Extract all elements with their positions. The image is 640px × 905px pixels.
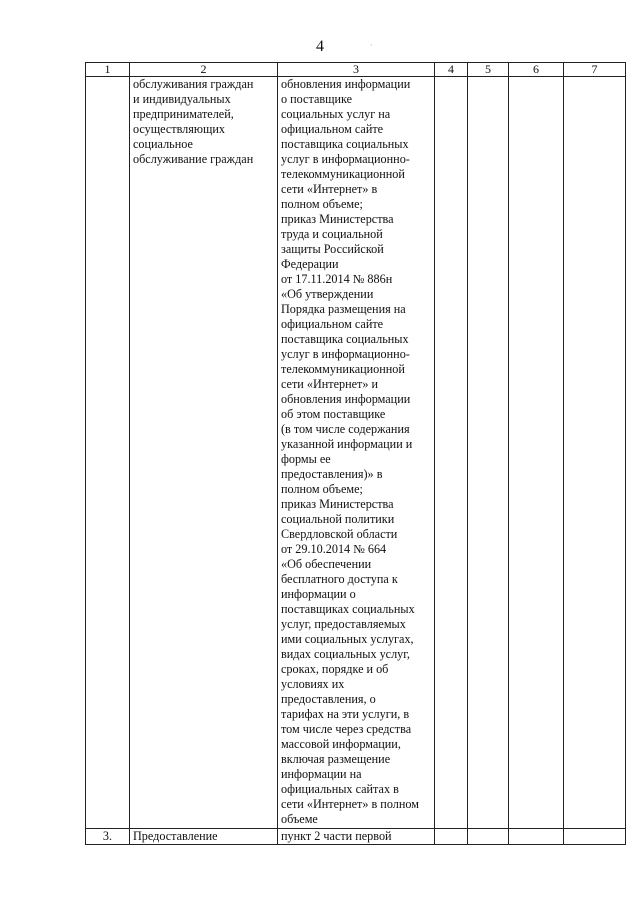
text-line: полном объеме;: [281, 197, 363, 211]
empty-cell-4: [435, 829, 468, 845]
empty-cell-5: [468, 77, 509, 829]
column-header-1: 1: [86, 63, 130, 77]
text-line: (в том числе содержания: [281, 422, 410, 436]
empty-cell-4: [435, 77, 468, 829]
empty-cell-6: [509, 77, 564, 829]
text-line: защиты Российской: [281, 242, 384, 256]
text-line: предоставления, о: [281, 692, 376, 706]
text-line: телекоммуникационной: [281, 167, 405, 181]
text-line: ими социальных услугах,: [281, 632, 414, 646]
text-line: поставщиках социальных: [281, 602, 415, 616]
text-line: массовой информации,: [281, 737, 401, 751]
empty-cell-6: [509, 829, 564, 845]
text-line: осуществляющих: [133, 122, 225, 136]
text-line: телекоммуникационной: [281, 362, 405, 376]
text-line: пункт 2 части первой: [281, 829, 392, 843]
text-line: обновления информации: [281, 77, 411, 91]
text-line: приказ Министерства: [281, 497, 394, 511]
text-line: том числе через средства: [281, 722, 412, 736]
text-line: от 29.10.2014 № 664: [281, 542, 387, 556]
text-line: поставщика социальных: [281, 137, 409, 151]
scan-mark: ·: [370, 41, 373, 50]
text-line: формы ее: [281, 452, 331, 466]
text-line: Свердловской области: [281, 527, 398, 541]
column-header-2: 2: [130, 63, 278, 77]
empty-cell-7: [564, 77, 626, 829]
text-line: и индивидуальных: [133, 92, 231, 106]
text-line: включая размещение: [281, 752, 391, 766]
empty-cell-7: [564, 829, 626, 845]
text-line: об этом поставщике: [281, 407, 386, 421]
document-table: [85, 62, 626, 845]
text-line: услуг, предоставляемых: [281, 617, 406, 631]
text-line: сроках, порядке и об: [281, 662, 389, 676]
legal-basis-cell: [278, 829, 435, 845]
text-line: труда и социальной: [281, 227, 383, 241]
column-header-4: 4: [435, 63, 468, 77]
column-header-6: 6: [509, 63, 564, 77]
text-line: официальном сайте: [281, 122, 384, 136]
text-line: услуг в информационно-: [281, 347, 410, 361]
text-line: официальных сайтах в: [281, 782, 399, 796]
column-header-7: 7: [564, 63, 626, 77]
table-row: [86, 77, 626, 829]
service-name-cell: [130, 77, 278, 829]
text-line: информации о: [281, 587, 356, 601]
text-line: поставщика социальных: [281, 332, 409, 346]
text-line: видах социальных услуг,: [281, 647, 410, 661]
table-row: [86, 829, 626, 845]
text-line: полном объеме;: [281, 482, 363, 496]
column-header-5: 5: [468, 63, 509, 77]
text-line: приказ Министерства: [281, 212, 394, 226]
column-header-3: 3: [278, 63, 435, 77]
row-number: 3.: [86, 829, 130, 845]
text-line: информации на: [281, 767, 362, 781]
text-line: обновления информации: [281, 392, 411, 406]
text-line: от 17.11.2014 № 886н: [281, 272, 393, 286]
text-line: «Об утверждении: [281, 287, 374, 301]
text-line: социальной политики: [281, 512, 395, 526]
text-line: условиях их: [281, 677, 345, 691]
text-line: Предоставление: [133, 829, 218, 843]
page-number: 4: [316, 38, 324, 55]
text-line: бесплатного доступа к: [281, 572, 398, 586]
text-line: сети «Интернет» и: [281, 377, 379, 391]
text-line: официальном сайте: [281, 317, 384, 331]
text-line: о поставщике: [281, 92, 353, 106]
text-line: объеме: [281, 812, 318, 826]
text-line: сети «Интернет» в: [281, 182, 378, 196]
row-number: [86, 77, 130, 829]
text-line: обслуживание граждан: [133, 152, 254, 166]
service-name-cell: [130, 829, 278, 845]
text-line: указанной информации и: [281, 437, 413, 451]
text-line: социальных услуг на: [281, 107, 391, 121]
text-line: Федерации: [281, 257, 339, 271]
text-line: социальное: [133, 137, 193, 151]
text-line: услуг в информационно-: [281, 152, 410, 166]
text-line: тарифах на эти услуги, в: [281, 707, 410, 721]
legal-basis-cell: [278, 77, 435, 829]
text-line: обслуживания граждан: [133, 77, 254, 91]
text-line: сети «Интернет» в полном: [281, 797, 419, 811]
text-line: «Об обеспечении: [281, 557, 372, 571]
empty-cell-5: [468, 829, 509, 845]
table-header-row: [86, 63, 626, 77]
text-line: предпринимателей,: [133, 107, 234, 121]
text-line: предоставления)» в: [281, 467, 383, 481]
text-line: Порядка размещения на: [281, 302, 406, 316]
